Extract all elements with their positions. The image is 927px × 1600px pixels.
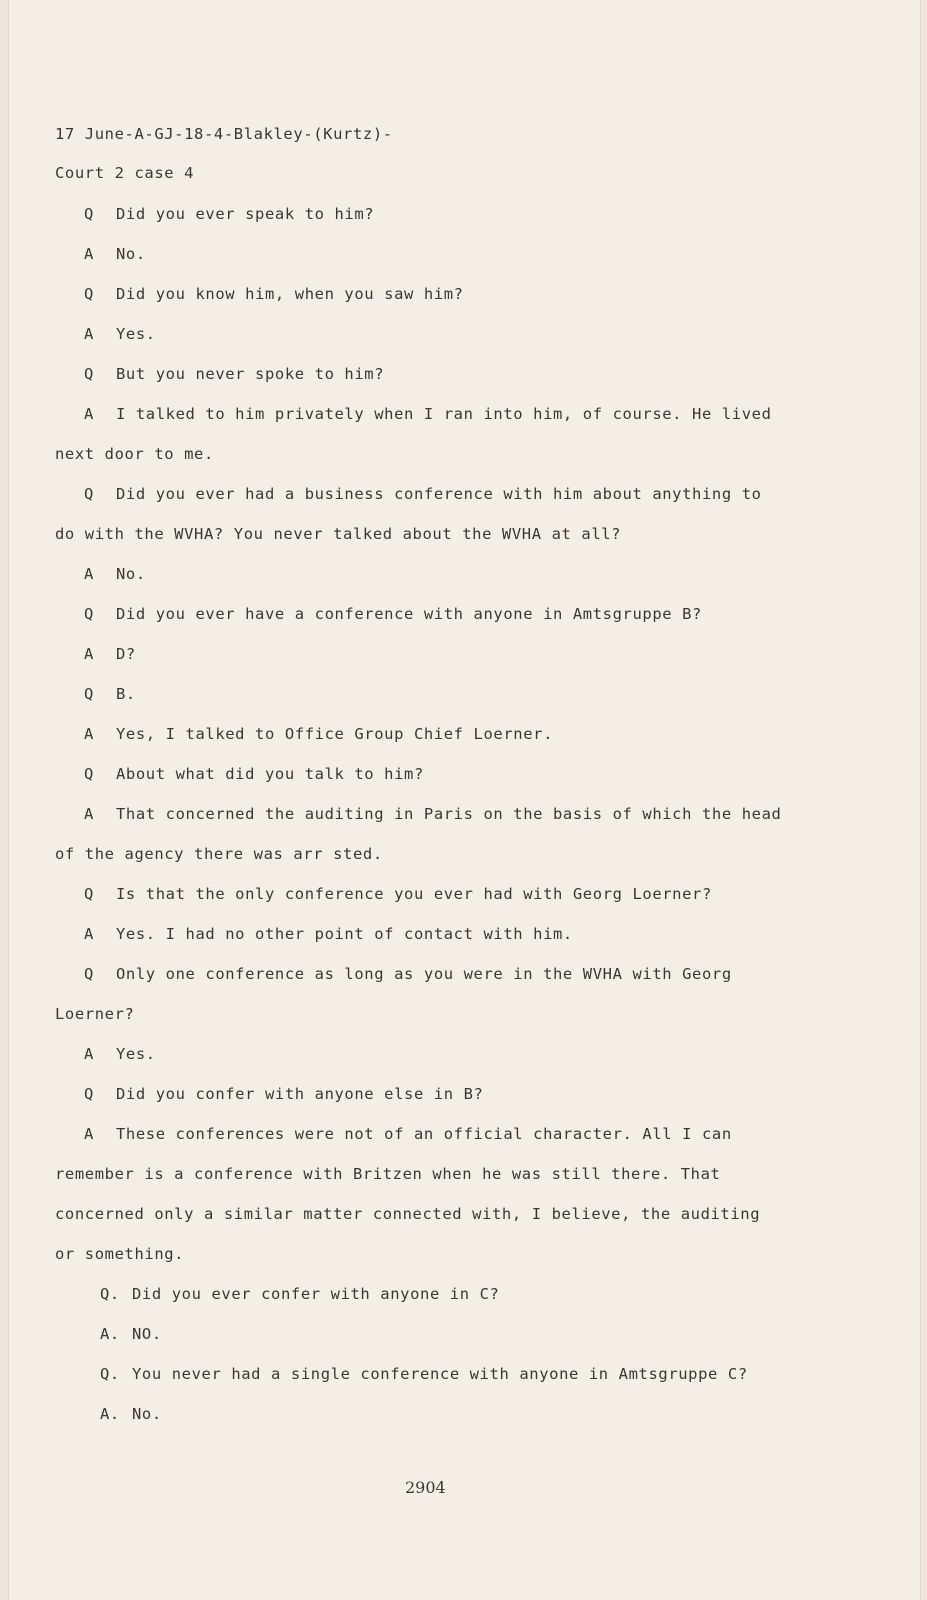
- transcript-continuation-line: or something.: [55, 1245, 185, 1263]
- speaker-label: Q: [84, 765, 94, 783]
- transcript-line: [84, 885, 712, 903]
- transcript-line: [84, 325, 156, 343]
- transcript-line: [84, 685, 136, 703]
- speaker-label: A: [84, 1045, 94, 1063]
- speaker-label: Q: [84, 685, 94, 703]
- transcript-line: [84, 1045, 156, 1063]
- transcript-text: I talked to him privately when I ran into him, of course. He lived: [116, 405, 772, 423]
- speaker-label: A: [84, 405, 94, 423]
- speaker-label: Q: [84, 365, 94, 383]
- transcript-text: Only one conference as long as you were in the WVHA with Georg: [116, 965, 732, 983]
- transcript-line: [84, 605, 702, 623]
- transcript-line: [84, 1125, 732, 1143]
- transcript-text: NO.: [132, 1325, 162, 1343]
- transcript-text: Did you confer with anyone else in B?: [116, 1085, 484, 1103]
- speaker-label: Q: [84, 485, 94, 503]
- header-line-1: 17 June-A-GJ-18-4-Blakley-(Kurtz)-: [55, 125, 393, 143]
- speaker-label: A: [84, 805, 94, 823]
- transcript-continuation-line: do with the WVHA? You never talked about the WVHA at all?: [55, 525, 622, 543]
- transcript-line: [84, 645, 136, 663]
- speaker-label: A: [84, 565, 94, 583]
- transcript-text: About what did you talk to him?: [116, 765, 424, 783]
- transcript-line: [84, 965, 732, 983]
- transcript-text: No.: [116, 245, 146, 263]
- transcript-text: D?: [116, 645, 136, 663]
- transcript-line: [84, 485, 762, 503]
- transcript-text: Did you ever confer with anyone in C?: [132, 1285, 500, 1303]
- transcript-text: You never had a single conference with anyone in Amtsgruppe C?: [132, 1365, 748, 1383]
- transcript-line: [84, 285, 464, 303]
- transcript-continuation-line: concerned only a similar matter connected with, I believe, the auditing: [55, 1205, 761, 1223]
- transcript-line: [84, 1085, 483, 1103]
- transcript-continuation-line: remember is a conference with Britzen when he was still there. That: [55, 1165, 721, 1183]
- transcript-text: Yes. I had no other point of contact with him.: [116, 925, 573, 943]
- transcript-text: But you never spoke to him?: [116, 365, 385, 383]
- transcript-text: Did you ever had a business conference with him about anything to: [116, 485, 762, 503]
- document-page: [8, 0, 921, 1600]
- transcript-text: Did you know him, when you saw him?: [116, 285, 464, 303]
- speaker-label: Q: [84, 205, 94, 223]
- speaker-label: Q.: [100, 1285, 120, 1303]
- speaker-label: Q: [84, 1085, 94, 1103]
- transcript-text: No.: [116, 565, 146, 583]
- transcript-line: [84, 805, 781, 823]
- transcript-text: Did you ever speak to him?: [116, 205, 375, 223]
- transcript-text: No.: [132, 1405, 162, 1423]
- speaker-label: Q.: [100, 1365, 120, 1383]
- speaker-label: A: [84, 725, 94, 743]
- page-number: 2904: [405, 1478, 446, 1497]
- transcript-line: [84, 765, 424, 783]
- speaker-label: A.: [100, 1325, 120, 1343]
- speaker-label: A: [84, 245, 94, 263]
- transcript-text: Is that the only conference you ever had with Georg Loerner?: [116, 885, 712, 903]
- transcript-continuation-line: next door to me.: [55, 445, 214, 463]
- speaker-label: A: [84, 645, 94, 663]
- speaker-label: A.: [100, 1405, 120, 1423]
- transcript-continuation-line: of the agency there was arr sted.: [55, 845, 383, 863]
- speaker-label: Q: [84, 605, 94, 623]
- speaker-label: Q: [84, 885, 94, 903]
- transcript-line: [84, 565, 146, 583]
- transcript-line: [84, 205, 374, 223]
- transcript-text: That concerned the auditing in Paris on the basis of which the head: [116, 805, 782, 823]
- transcript-line: [100, 1405, 162, 1423]
- transcript-line: [84, 405, 772, 423]
- transcript-text: These conferences were not of an official character. All I can: [116, 1125, 732, 1143]
- speaker-label: A: [84, 1125, 94, 1143]
- transcript-line: [100, 1365, 748, 1383]
- transcript-line: [84, 245, 146, 263]
- speaker-label: Q: [84, 285, 94, 303]
- transcript-text: Did you ever have a conference with anyone in Amtsgruppe B?: [116, 605, 702, 623]
- speaker-label: A: [84, 325, 94, 343]
- transcript-line: [100, 1285, 499, 1303]
- transcript-line: [84, 365, 384, 383]
- transcript-text: Yes.: [116, 1045, 156, 1063]
- speaker-label: Q: [84, 965, 94, 983]
- header-line-2: Court 2 case 4: [55, 164, 195, 182]
- transcript-continuation-line: Loerner?: [55, 1005, 135, 1023]
- transcript-text: Yes, I talked to Office Group Chief Loerner.: [116, 725, 553, 743]
- speaker-label: A: [84, 925, 94, 943]
- transcript-line: [100, 1325, 162, 1343]
- transcript-line: [84, 925, 573, 943]
- transcript-text: B.: [116, 685, 136, 703]
- transcript-line: [84, 725, 553, 743]
- transcript-text: Yes.: [116, 325, 156, 343]
